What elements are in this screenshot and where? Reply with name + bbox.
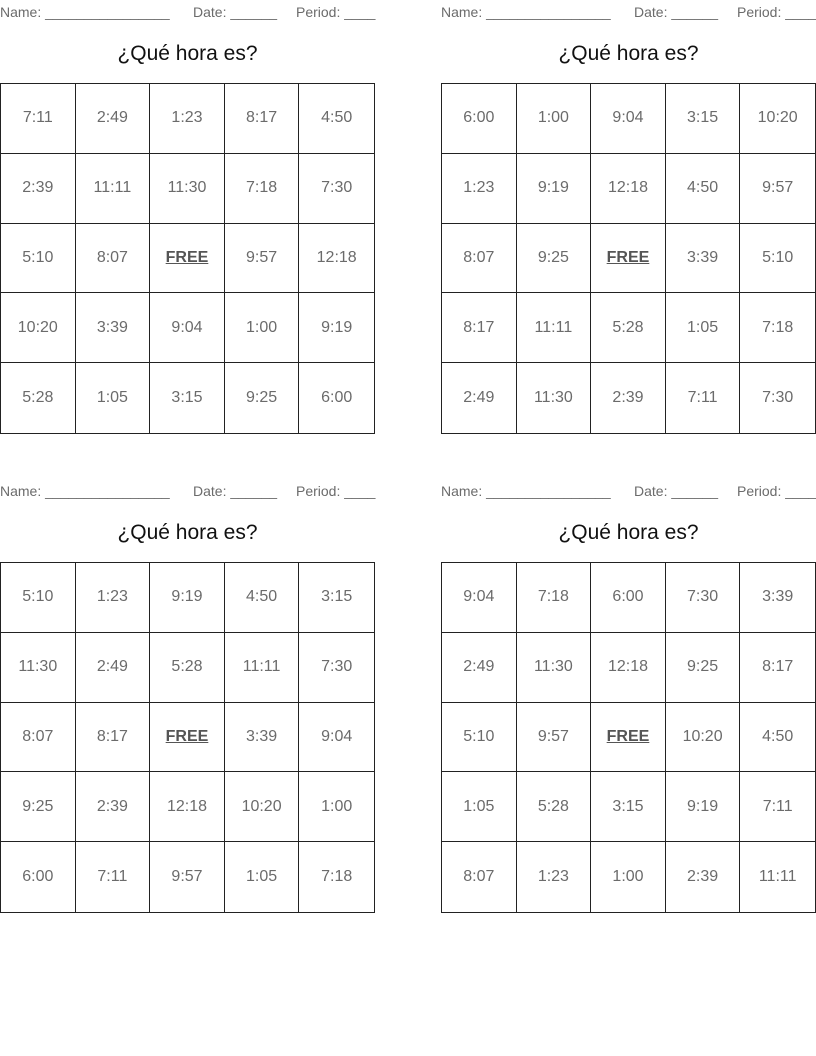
bingo-cell: 7:11 [666,363,741,433]
bingo-cell: 7:11 [1,84,76,154]
bingo-cell: 4:50 [225,563,300,633]
bingo-cell: 11:11 [76,154,151,224]
bingo-cell: 10:20 [225,772,300,842]
bingo-cell: 9:19 [666,772,741,842]
bingo-grid [0,83,375,434]
bingo-cell: 9:57 [225,224,300,294]
student-info-line [0,483,375,499]
date-field: Date: ______ [634,4,719,20]
name-field: Name: ________________ [0,4,170,20]
bingo-cell: 7:11 [740,772,815,842]
bingo-cell: 7:30 [299,633,374,703]
bingo-cell: 1:05 [442,772,517,842]
bingo-cell: 7:18 [517,563,592,633]
bingo-cell: 5:10 [442,703,517,773]
bingo-cell: 1:00 [591,842,666,912]
date-field: Date: ______ [634,483,719,499]
bingo-cell: 8:17 [76,703,151,773]
bingo-grid [441,562,816,913]
bingo-cell: 7:30 [666,563,741,633]
bingo-cell: 9:57 [740,154,815,224]
name-field: Name: ________________ [441,4,611,20]
bingo-cell: 12:18 [591,154,666,224]
card-title: ¿Qué hora es? [558,521,699,544]
bingo-cell: 11:30 [1,633,76,703]
bingo-cell: 3:15 [150,363,225,433]
bingo-cell: 4:50 [299,84,374,154]
bingo-cell: 8:17 [740,633,815,703]
free-space-cell: FREE [150,703,225,773]
bingo-cell: 7:18 [321,868,353,886]
bingo-cell: 12:18 [299,224,374,294]
card-title: ¿Qué hora es? [117,521,258,544]
student-info-line [0,4,375,20]
bingo-cell: 2:49 [442,363,517,433]
bingo-cell: 5:10 [740,224,815,294]
bingo-cell: 11:30 [517,633,592,703]
bingo-cell: 9:04 [442,563,517,633]
free-space-cell: FREE [150,224,225,294]
period-field: Period: ____ [737,4,816,20]
bingo-cell: 11:11 [225,633,300,703]
bingo-cell: 2:39 [666,842,741,912]
bingo-cell: 6:00 [321,389,353,407]
bingo-cell: 5:10 [1,563,76,633]
bingo-cell: 9:04 [299,703,374,773]
bingo-cell: 9:57 [517,703,592,773]
bingo-cell: 9:04 [150,293,225,363]
bingo-cell: 8:17 [225,84,300,154]
bingo-cell: 1:05 [225,842,300,912]
bingo-cell: 12:18 [591,633,666,703]
bingo-cell: 1:00 [225,293,300,363]
bingo-grid [441,83,816,434]
bingo-cell: 1:23 [517,842,592,912]
bingo-grid [0,562,375,913]
bingo-cell: 11:11 [758,868,797,886]
bingo-cell: 2:49 [442,633,517,703]
student-info-line [441,483,816,499]
bingo-cell: 6:00 [591,563,666,633]
date-field: Date: ______ [193,483,278,499]
bingo-cell: 2:49 [76,84,151,154]
bingo-cell: 5:28 [591,293,666,363]
bingo-cell: 9:19 [150,563,225,633]
bingo-cell: 12:18 [150,772,225,842]
bingo-cell: 7:30 [762,389,794,407]
bingo-cell: 2:49 [76,633,151,703]
bingo-cell: 1:23 [76,563,151,633]
period-field: Period: ____ [737,483,816,499]
bingo-cell: 2:39 [591,363,666,433]
bingo-cell: 7:30 [299,154,374,224]
bingo-cell: 9:25 [666,633,741,703]
bingo-cell: 8:07 [1,703,76,773]
bingo-cell: 3:39 [666,224,741,294]
bingo-cell: 6:00 [442,84,517,154]
bingo-cell: 9:25 [1,772,76,842]
bingo-cell: 8:17 [442,293,517,363]
bingo-cell: 2:39 [76,772,151,842]
bingo-cell: 9:04 [591,84,666,154]
bingo-cell: 6:00 [1,842,76,912]
bingo-cell: 1:23 [150,84,225,154]
bingo-cell: 8:07 [442,224,517,294]
bingo-cell: 3:39 [76,293,151,363]
bingo-cell: 7:18 [225,154,300,224]
bingo-cell: 9:19 [299,293,374,363]
bingo-cell: 5:28 [150,633,225,703]
bingo-cell: 1:00 [517,84,592,154]
bingo-cell: 9:25 [517,224,592,294]
bingo-cell: 5:10 [1,224,76,294]
bingo-cell: 8:07 [76,224,151,294]
bingo-cell: 7:11 [76,842,151,912]
free-space-cell: FREE [591,224,666,294]
bingo-cell: 10:20 [1,293,76,363]
bingo-cell: 5:28 [517,772,592,842]
bingo-cell: 9:19 [517,154,592,224]
bingo-cell: 1:23 [442,154,517,224]
bingo-cell: 3:15 [591,772,666,842]
bingo-cell: 3:39 [740,563,815,633]
bingo-cell: 1:00 [299,772,374,842]
bingo-cell: 11:30 [150,154,225,224]
bingo-cell: 9:25 [225,363,300,433]
bingo-cell: 11:30 [517,363,592,433]
period-field: Period: ____ [296,4,376,20]
bingo-cell: 10:20 [666,703,741,773]
bingo-cell: 3:39 [225,703,300,773]
bingo-cell: 1:05 [76,363,151,433]
bingo-cell: 4:50 [740,703,815,773]
bingo-cell: 2:39 [1,154,76,224]
bingo-cell: 11:11 [517,293,592,363]
name-field: Name: ________________ [441,483,611,499]
period-field: Period: ____ [296,483,376,499]
bingo-cell: 10:20 [740,84,815,154]
card-title: ¿Qué hora es? [117,42,258,65]
name-field: Name: ________________ [0,483,170,499]
bingo-cell: 5:28 [1,363,76,433]
bingo-cell: 7:18 [740,293,815,363]
student-info-line [441,4,816,20]
card-title: ¿Qué hora es? [558,42,699,65]
bingo-cell: 1:05 [666,293,741,363]
bingo-cell: 3:15 [666,84,741,154]
date-field: Date: ______ [193,4,278,20]
bingo-cell: 3:15 [299,563,374,633]
free-space-cell: FREE [591,703,666,773]
bingo-cell: 4:50 [666,154,741,224]
bingo-cell: 8:07 [442,842,517,912]
bingo-cell: 9:57 [150,842,225,912]
